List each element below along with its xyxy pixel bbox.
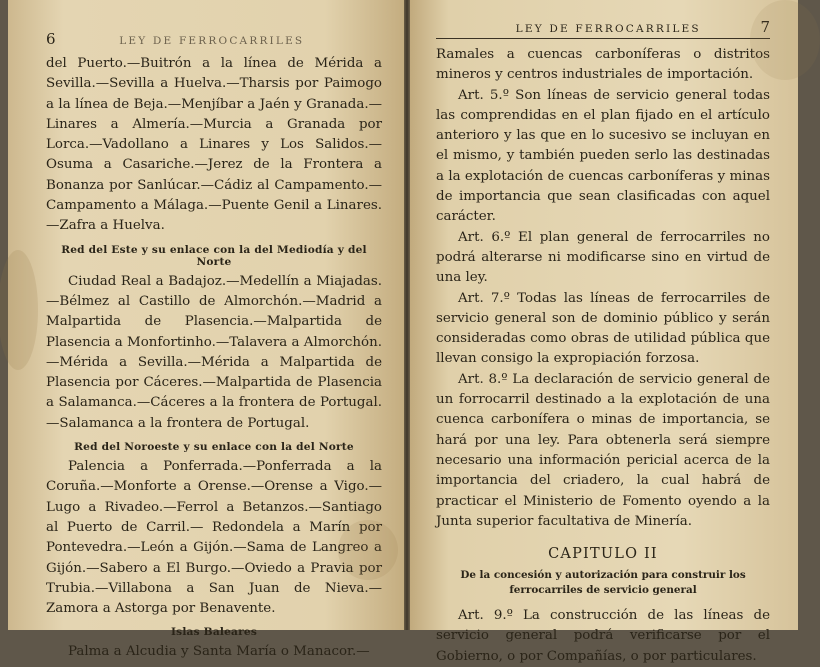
article-6: Art. 6.º El plan general de ferrocarriles no podrá alterarse ni modificarse sino en virtud de una ley. (436, 229, 770, 286)
article-7: Art. 7.º Todas las líneas de ferrocarriles de servicio general son de dominio público y serán consideradas como obras de utilidad pública que llevan consigo la expropiación forzosa. (436, 290, 770, 367)
section-heading-noroeste: Red del Noroeste y su enlace con la del Norte (74, 441, 354, 454)
article-8: Art. 8.º La declaración de servicio general de un forrocarril destinado a la explotación de una cuenca carbonífera o minas de importancia, se hará por una ley. Para obtenerla será siempre necesario una información pericial acerca de la importancia del criadero, la cual habrá de practicar el Ministerio de Fomento oyendo a la Junta superior facultativa de Minería. (436, 371, 770, 529)
right-page (410, 0, 798, 664)
chapter-subtitle: De la concesión y autorización para construir los ferrocarriles de servicio general (460, 569, 746, 597)
article-9: Art. 9.º La construcción de las líneas de servicio general podrá verificarse por el Gobierno, o por Compañías, o por particulares. (436, 608, 770, 664)
right-running-head (436, 18, 770, 39)
chapter-heading: CAPITULO II (548, 546, 658, 563)
left-running-title: LEY DE FERROCARRILES (119, 35, 305, 47)
section-text-noroeste: Palencia a Ponferrada.—Ponferrada a la Coruña.—Monforte a Orense.—Orense a Vigo.— Lugo a Rivadeo.—Ferrol a Betanzos.—Santiago al Puerto de Carril.— Redondela a Marín por Pontevedra.—León a Gijón.—Sama de Langreo a Gijón.—Sabero a El Burgo.—Oviedo a Pravia por Trubia.—Villabona a San Juan de Nieva.—Zamora a Astorga por Benavente. (46, 459, 382, 617)
article-5: Art. 5.º Son líneas de servicio general todas las comprendidas en el plan fijado en el artículo anterioro y las que en lo sucesivo se incluyan en el mismo, y también pueden serlo las destinadas a la explotación de cuencas carboníferas y minas de importancia que sean clasificadas con aquel carácter. (436, 87, 770, 225)
left-opening-paragraph: del Puerto.—Buitrón a la línea de Mérida a Sevilla.—Sevilla a Huelva.—Tharsis por Paimogo a la línea de Beja.—Menjíbar a Jaén y Granada.—Linares a Almería.—Murcia a Granada por Lorca.—Vadollano a Linares y Los Salidos.—Osuma a Casariche.—Jerez de la Frontera a Bonanza por Sanlúcar.—Cádiz al Campamento.—Campamento a Málaga.—Puente Genil a Linares.—Zafra a Huelva. (46, 56, 382, 234)
left-page (8, 0, 404, 660)
section-text-baleares: Palma a Alcudia y Santa María o Manacor.— (68, 644, 370, 660)
section-heading-baleares: Islas Baleares (171, 626, 257, 639)
right-opening-paragraph: Ramales a cuencas carboníferas o distritos mineros y centros industriales de importación. (436, 47, 770, 83)
section-heading-este: Red del Este y su enlace con la del Mediodía y del Norte (61, 243, 367, 268)
section-text-este: Ciudad Real a Badajoz.—Medellín a Miajadas.—Bélmez al Castillo de Almorchón.—Madrid a Malpartida de Plasencia.—Malpartida de Plasencia a Monfortinho.—Talavera a Almorchón.—Mérida a Sevilla.—Mérida a Malpartida de Plasencia por Cáceres.—Malpartida de Plasencia a Salamanca.—Cáceres a la frontera de Portugal.—Salamanca a la frontera de Portugal. (46, 273, 382, 431)
left-page-number: 6 (46, 30, 56, 48)
left-running-head (46, 30, 382, 48)
right-running-title: LEY DE FERROCARRILES (515, 23, 701, 35)
right-page-number: 7 (760, 18, 770, 36)
